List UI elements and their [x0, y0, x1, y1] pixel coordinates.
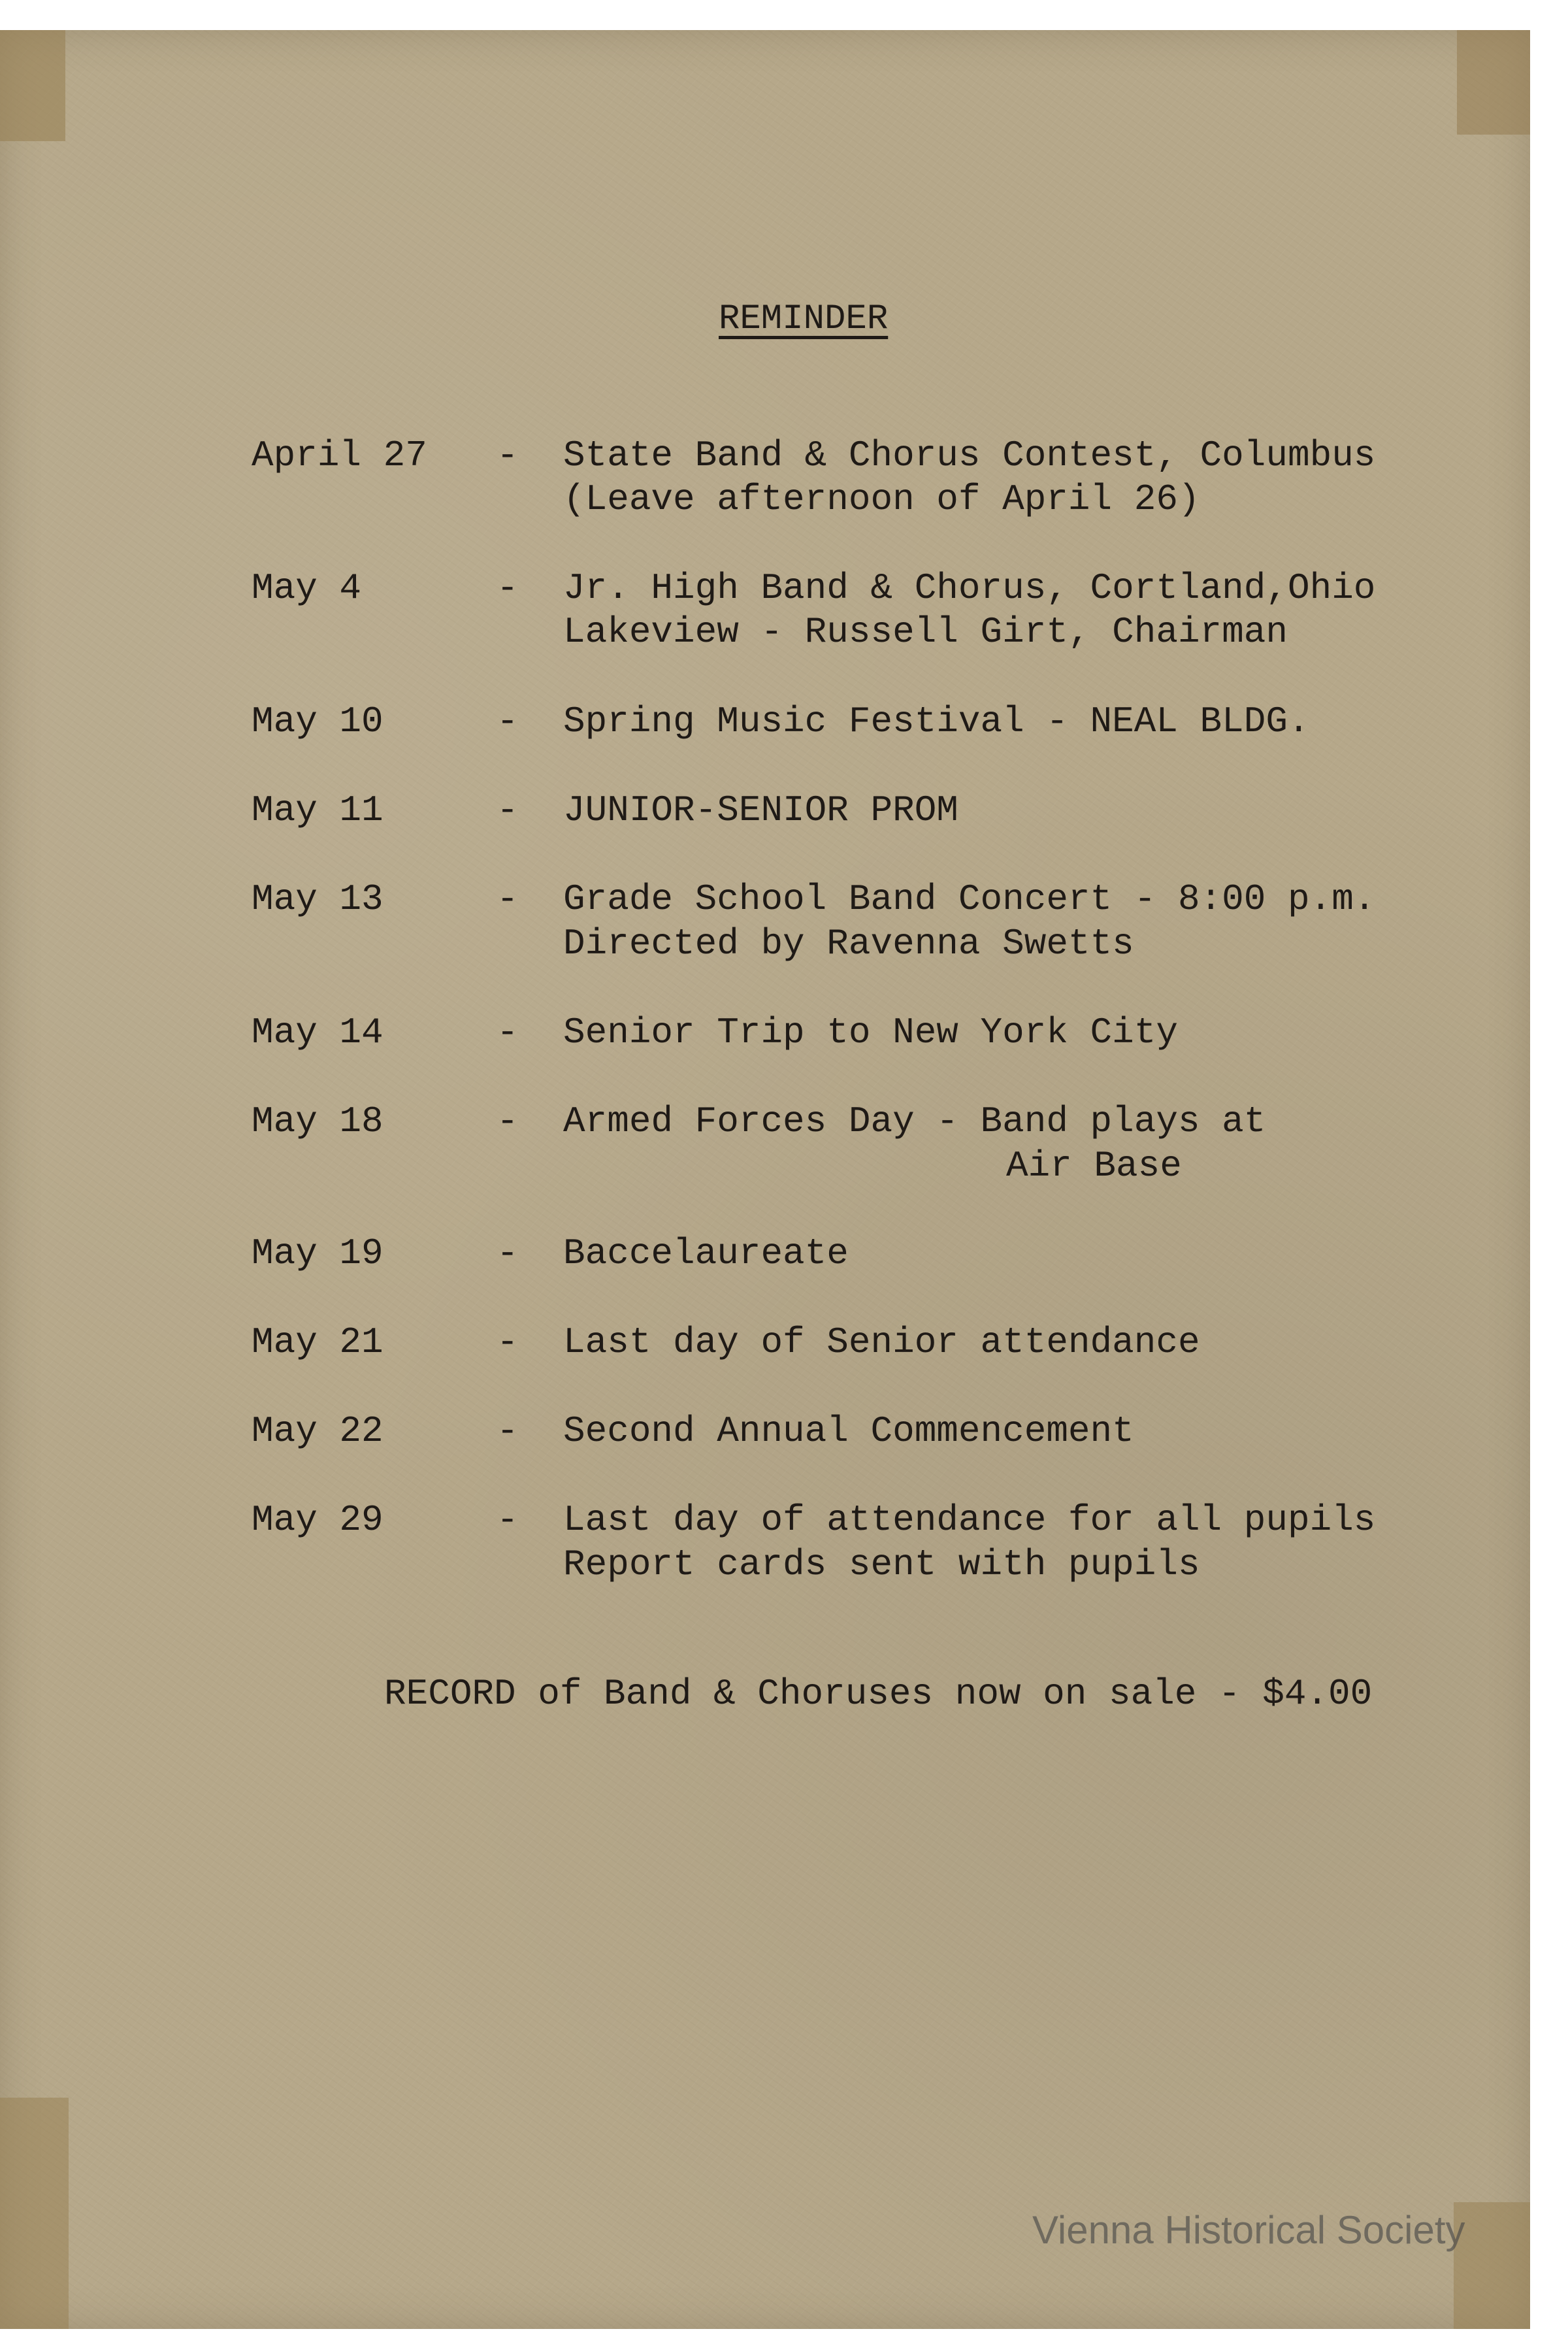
event-dash: -	[497, 1012, 519, 1053]
event-description: Second Annual Commencement	[563, 1410, 1134, 1452]
event-dash: -	[497, 435, 519, 476]
event-description-line2: (Leave afternoon of April 26)	[563, 478, 1200, 520]
tape-mark	[0, 30, 65, 141]
event-dash: -	[497, 1100, 519, 1142]
document-title: REMINDER	[719, 299, 889, 339]
event-date: May 11	[252, 789, 384, 831]
event-description: Senior Trip to New York City	[563, 1012, 1178, 1053]
event-dash: -	[497, 567, 519, 609]
event-description: Last day of attendance for all pupils	[563, 1499, 1376, 1541]
event-description-line2: Report cards sent with pupils	[563, 1543, 1200, 1585]
watermark: Vienna Historical Society	[1032, 2208, 1465, 2252]
event-description: Baccelaureate	[563, 1232, 849, 1274]
event-dash: -	[497, 789, 519, 831]
event-description: Grade School Band Concert - 8:00 p.m.	[563, 878, 1376, 920]
event-dash: -	[497, 1321, 519, 1363]
event-dash: -	[497, 701, 519, 742]
paper-sheet	[0, 30, 1530, 2329]
event-description: Jr. High Band & Chorus, Cortland,Ohio	[563, 567, 1376, 609]
event-description: Armed Forces Day - Band plays at	[563, 1100, 1266, 1142]
event-date: May 18	[252, 1100, 384, 1142]
event-date: May 19	[252, 1232, 384, 1274]
event-description-line2: Lakeview - Russell Girt, Chairman	[563, 611, 1288, 653]
event-date: May 29	[252, 1499, 384, 1541]
event-description-line2: Air Base	[1006, 1145, 1182, 1187]
event-date: May 13	[252, 878, 384, 920]
record-sale-notice: RECORD of Band & Choruses now on sale - $4.00	[384, 1673, 1373, 1715]
event-description: JUNIOR-SENIOR PROM	[563, 789, 958, 831]
event-date: May 22	[252, 1410, 384, 1452]
event-description: Last day of Senior attendance	[563, 1321, 1200, 1363]
event-dash: -	[497, 1410, 519, 1452]
event-description: State Band & Chorus Contest, Columbus	[563, 435, 1376, 476]
event-dash: -	[497, 1232, 519, 1274]
event-dash: -	[497, 878, 519, 920]
event-date: April 27	[252, 435, 427, 476]
event-date: May 10	[252, 701, 384, 742]
tape-mark	[1457, 30, 1530, 135]
event-date: May 21	[252, 1321, 384, 1363]
event-description: Spring Music Festival - NEAL BLDG.	[563, 701, 1310, 742]
event-date: May 14	[252, 1012, 384, 1053]
tape-mark	[0, 2098, 69, 2329]
event-description-line2: Directed by Ravenna Swetts	[563, 923, 1134, 965]
event-date: May 4	[252, 567, 362, 609]
event-dash: -	[497, 1499, 519, 1541]
